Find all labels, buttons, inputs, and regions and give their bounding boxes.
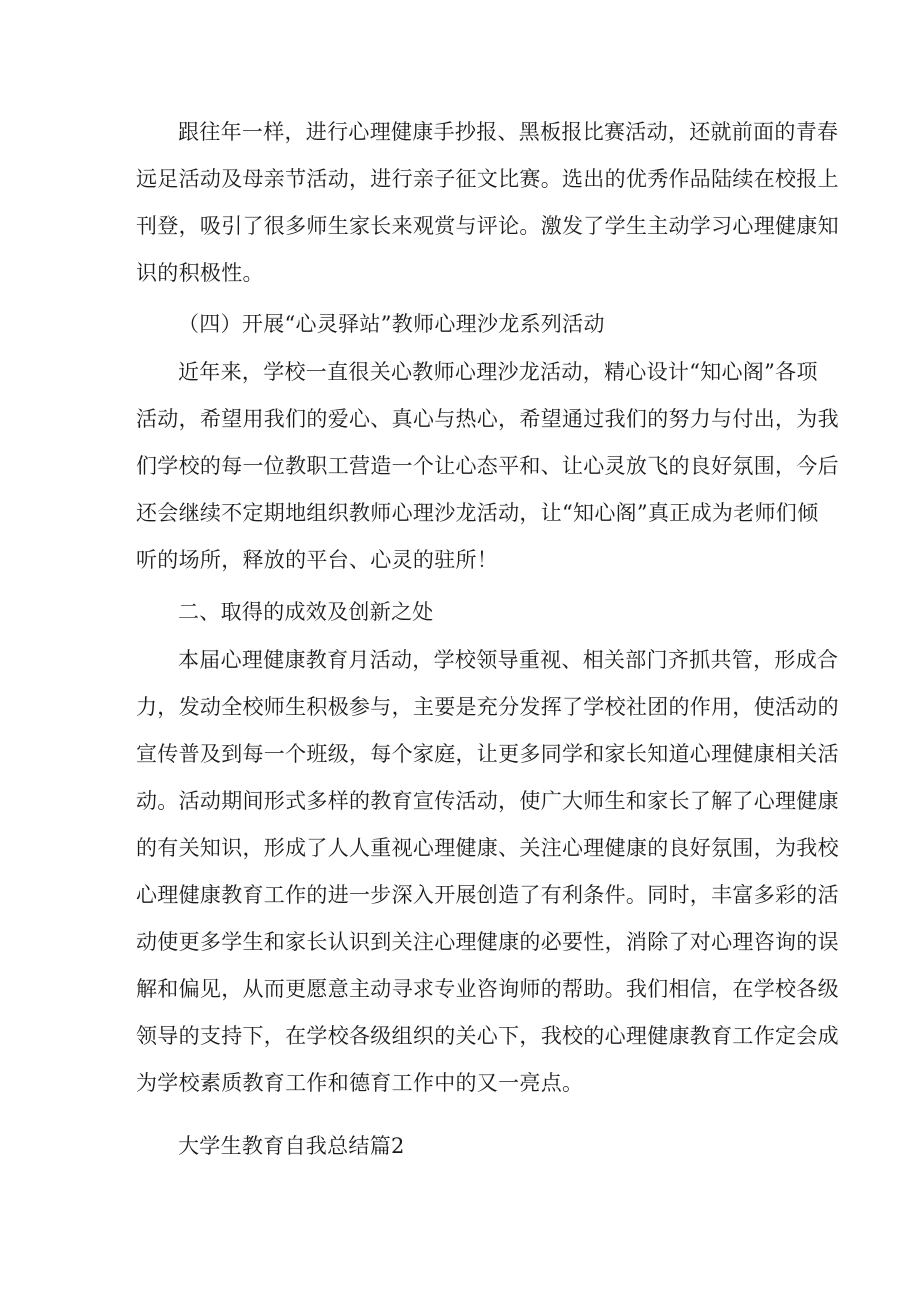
section-title: 大学生教育自我总结篇2 — [178, 1134, 405, 1158]
paragraph-line: 动使更多学生和家长认识到关注心理健康的必要性，消除了对心理咨询的误 — [136, 930, 839, 954]
paragraph-line: 识的积极性。 — [136, 261, 264, 285]
paragraph-line: 们学校的每一位教职工营造一个让心态平和、让心灵放飞的良好氛围，今后 — [136, 454, 839, 478]
paragraph-line: 力，发动全校师生积极参与，主要是充分发挥了学校社团的作用，使活动的 — [136, 695, 839, 719]
paragraph-line: 心理健康教育工作的进一步深入开展创造了有利条件。同时，丰富多彩的活 — [136, 883, 839, 907]
paragraph-line: 远足活动及母亲节活动，进行亲子征文比赛。选出的优秀作品陆续在校报上 — [136, 167, 839, 191]
paragraph-line: 为学校素质教育工作和德育工作中的又一亮点。 — [136, 1071, 584, 1095]
section-heading-two: 二、取得的成效及创新之处 — [178, 600, 434, 624]
paragraph-line: 动。活动期间形式多样的教育宣传活动，使广大师生和家长了解了心理健康 — [136, 789, 839, 813]
paragraph-line: 本届心理健康教育月活动，学校领导重视、相关部门齐抓共管，形成合 — [178, 648, 839, 672]
paragraph-line: 跟往年一样，进行心理健康手抄报、黑板报比赛活动，还就前面的青春 — [178, 120, 839, 144]
paragraph-line: 宣传普及到每一个班级，每个家庭，让更多同学和家长知道心理健康相关活 — [136, 742, 839, 766]
paragraph-line: 解和偏见，从而更愿意主动寻求专业咨询师的帮助。我们相信，在学校各级 — [136, 977, 839, 1001]
paragraph-line: 近年来，学校一直很关心教师心理沙龙活动，精心设计“知心阁”各项 — [178, 360, 818, 384]
paragraph-line: 的有关知识，形成了人人重视心理健康、关注心理健康的良好氛围，为我校 — [136, 836, 839, 860]
paragraph-line: 活动，希望用我们的爱心、真心与热心，希望通过我们的努力与付出，为我 — [136, 407, 839, 431]
paragraph-line: 刊登，吸引了很多师生家长来观赏与评论。激发了学生主动学习心理健康知 — [136, 214, 839, 238]
section-heading-four: （四）开展“心灵驿站”教师心理沙龙系列活动 — [178, 312, 605, 336]
paragraph-line: 听的场所，释放的平台、心灵的驻所！ — [136, 548, 499, 572]
paragraph-line: 领导的支持下，在学校各级组织的关心下，我校的心理健康教育工作定会成 — [136, 1024, 839, 1048]
paragraph-line: 还会继续不定期地组织教师心理沙龙活动，让“知心阁”真正成为老师们倾 — [136, 501, 819, 525]
